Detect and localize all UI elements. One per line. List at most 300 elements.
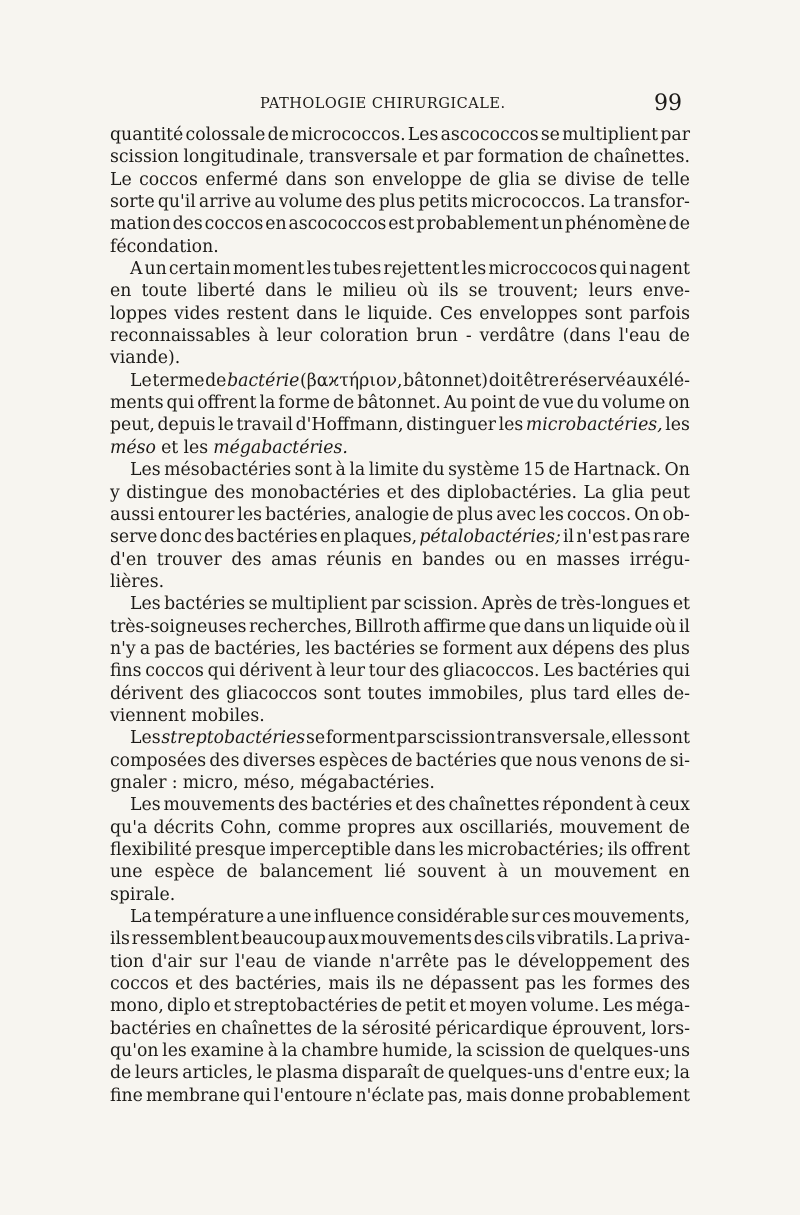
word: quelques-uns [573, 1041, 690, 1062]
word: probablement [567, 1085, 690, 1106]
word: Le [130, 370, 152, 391]
text-line [110, 437, 690, 459]
word: microccocos [488, 259, 598, 280]
word: aux [327, 929, 359, 950]
word: distinguer [406, 415, 496, 436]
word: bactéries, [235, 974, 322, 995]
word: bactéries [334, 638, 416, 659]
word: On [664, 460, 690, 481]
word: répondent [542, 795, 633, 816]
word: être [523, 370, 560, 391]
word: scission. [403, 594, 479, 615]
word: ils [607, 840, 628, 860]
word: et [386, 482, 404, 503]
text-line [110, 928, 690, 950]
word: petits [418, 192, 468, 213]
word: de [645, 750, 667, 771]
word: élé- [658, 370, 690, 391]
word: une [279, 907, 312, 928]
text-line [110, 191, 690, 213]
text-line [110, 772, 690, 794]
word: tubes [333, 259, 382, 280]
text-line [110, 638, 690, 660]
word: plus [378, 192, 416, 213]
word: des [659, 974, 690, 995]
word: : [171, 772, 178, 793]
word: elles [611, 728, 652, 749]
word: (dans [562, 326, 611, 347]
word: et [421, 147, 440, 168]
word: les [665, 415, 690, 436]
word: Au [443, 393, 468, 414]
word: Les [130, 795, 161, 816]
word: A [130, 259, 143, 280]
word: brun [416, 326, 458, 347]
word: les [498, 415, 524, 436]
word: des [618, 638, 650, 659]
page-header [110, 91, 690, 120]
word: bactéries [311, 795, 393, 816]
text-line [110, 280, 690, 302]
word: qui [207, 661, 236, 682]
word: n'éclate [355, 1085, 425, 1106]
word: de [668, 214, 690, 235]
word: à [315, 661, 327, 682]
word: gliacoccos. [442, 661, 540, 682]
text-line [110, 124, 690, 146]
word: de [423, 1063, 445, 1084]
word: sur [511, 907, 540, 928]
word: la [259, 393, 276, 414]
word: coccos [110, 974, 169, 995]
word: Hartnack. [573, 460, 661, 481]
word: mation [110, 214, 171, 235]
word: presque [195, 840, 266, 860]
word: température [154, 907, 265, 928]
word: espèce [154, 862, 215, 883]
word: le [256, 1063, 273, 1084]
text-line [110, 213, 690, 235]
word: tion [110, 951, 145, 972]
text-line [110, 750, 690, 772]
word: priva- [639, 929, 690, 950]
word: forme [278, 393, 330, 414]
word: un [540, 214, 563, 235]
word: gnaler [110, 772, 167, 793]
word: verdâtre [479, 326, 555, 347]
word: on [668, 393, 690, 414]
word: se [468, 281, 488, 302]
word: en [391, 549, 413, 570]
text-line [110, 146, 690, 168]
word: bactéries [577, 661, 659, 682]
word: bactéries [164, 594, 246, 615]
word: vibratils. [536, 929, 615, 950]
word: développement [517, 951, 653, 972]
word: sorte [110, 192, 155, 213]
word: il [678, 616, 690, 637]
word: coccos [145, 661, 204, 682]
word: probablement [416, 214, 539, 235]
word: de [548, 460, 570, 481]
word: par [396, 728, 427, 749]
word: de [567, 147, 590, 168]
word: peut [650, 482, 690, 503]
word: imperceptible [269, 840, 392, 860]
word: bactérie [227, 370, 300, 391]
word: formation [477, 147, 564, 168]
word: telle [651, 169, 690, 190]
word: de [536, 594, 558, 615]
word: multiplient [562, 125, 659, 145]
word: de [332, 393, 355, 414]
word: coccos. [566, 504, 632, 525]
word: On [634, 504, 660, 525]
word: la [456, 1041, 473, 1062]
word: dans [296, 303, 338, 324]
word: dépassent [430, 974, 519, 995]
word: la [349, 460, 366, 481]
text-line [110, 482, 690, 504]
word: en [195, 1018, 217, 1039]
word: plaques, [343, 527, 418, 548]
word: depuis [157, 415, 216, 436]
word: a [139, 638, 151, 659]
word: décrits [153, 817, 215, 838]
word: beaucoup [241, 929, 327, 950]
word: vue [542, 393, 574, 414]
word: des [410, 482, 441, 503]
word: au [254, 192, 276, 213]
word: sont [652, 728, 690, 749]
word: de [110, 1063, 132, 1084]
word: lières. [110, 571, 165, 592]
word: en [265, 214, 287, 235]
word: nagent [629, 259, 690, 280]
word: sérosité [361, 1018, 432, 1039]
word: n'arrête [379, 951, 450, 972]
word: entourer [157, 504, 235, 525]
text-line [110, 861, 690, 883]
word: pas [456, 951, 487, 972]
word: que [500, 750, 533, 771]
word: comme [278, 817, 342, 838]
word: les [306, 259, 332, 280]
word: Les [130, 460, 161, 481]
word: n'y [110, 638, 136, 659]
text-line [110, 817, 690, 839]
text-line [110, 236, 690, 258]
word: bactéries [110, 1018, 192, 1039]
word: limite [368, 460, 419, 481]
word: du [422, 460, 445, 481]
word: Ces [439, 303, 473, 324]
word: avec [496, 504, 537, 525]
word: coccos [204, 214, 264, 235]
word: mobiles. [191, 705, 265, 726]
text-line [110, 995, 690, 1017]
word: moyen [469, 996, 528, 1017]
word: recherches, [248, 616, 353, 637]
word: les [461, 259, 487, 280]
word: de [380, 996, 403, 1017]
word: mais [328, 974, 370, 995]
word: en [525, 549, 547, 570]
word: dérivent [239, 661, 313, 682]
word: des [209, 750, 240, 771]
word: mouvements, [572, 907, 690, 928]
word: l'eau [618, 326, 661, 347]
word: monobactéries [250, 482, 381, 503]
word: cils [505, 929, 536, 950]
word: d'Hoffmann, [295, 415, 404, 436]
word: de [391, 750, 413, 771]
word: liberté [197, 281, 256, 302]
word: réunis [326, 549, 382, 570]
word: - [465, 326, 472, 347]
text-line [110, 325, 690, 347]
word: coccos [139, 169, 198, 190]
word: restent [226, 303, 290, 324]
word: quantité [110, 125, 184, 145]
word: trouver [156, 549, 222, 570]
word: La [615, 929, 638, 950]
word: le [344, 303, 361, 324]
word: dérivent [110, 683, 184, 704]
word: enveloppes [479, 303, 578, 324]
word: qui [243, 1085, 271, 1106]
word: dépens [552, 638, 615, 659]
word: mégabactéries. [213, 437, 348, 458]
word: où [654, 616, 677, 637]
word: à [335, 460, 346, 481]
word: gliacoccos [226, 683, 318, 704]
word: la [674, 1063, 690, 1084]
text-line [110, 526, 690, 548]
word: (βαϰτήριον, [300, 370, 403, 391]
word: volume [601, 393, 666, 414]
word: souvent [417, 862, 486, 883]
word: aux [516, 638, 548, 659]
word: des [409, 661, 440, 682]
word: ascococcos [288, 214, 387, 235]
text-line [110, 951, 690, 973]
word: sont [323, 683, 361, 704]
word: d'entre [567, 1063, 631, 1084]
word: des [659, 951, 690, 972]
word: fins [110, 661, 142, 682]
word: Après [481, 594, 533, 615]
word: très-soigneuses [110, 616, 247, 637]
text-line [110, 169, 690, 191]
word: d'en [110, 549, 148, 570]
word: tour [368, 661, 406, 682]
word: Les [407, 125, 439, 145]
word: influence [313, 907, 395, 928]
word: liquide. [367, 303, 433, 324]
word: terme [152, 370, 205, 391]
text-line [110, 1085, 690, 1107]
word: balancement [259, 862, 373, 883]
word: multiplient [271, 594, 368, 615]
word: immobiles, [428, 683, 524, 704]
text-line [110, 347, 690, 369]
word: scission [476, 1041, 546, 1062]
word: Les [130, 594, 161, 615]
word: pas [620, 527, 651, 548]
word: un [567, 616, 590, 637]
word: très-longues [560, 594, 670, 615]
word: de [469, 169, 491, 190]
word: reconnaissables [110, 326, 251, 347]
text-line [110, 549, 690, 571]
word: espèces [318, 750, 388, 771]
word: et [213, 996, 231, 1017]
word: de [316, 1018, 338, 1039]
word: elles [616, 683, 657, 704]
word: Les [130, 728, 161, 749]
word: serve [110, 527, 158, 548]
word: qu'il [157, 192, 196, 213]
word: offrent [197, 393, 257, 414]
text-line [110, 1040, 690, 1062]
word: et [161, 437, 179, 458]
word: de [518, 393, 540, 414]
word: ces [541, 907, 571, 928]
word: mouvement [559, 817, 663, 838]
word: de [432, 504, 454, 525]
text-line [110, 258, 690, 280]
word: à [497, 862, 509, 883]
word: par [443, 147, 474, 168]
word: bactéries [415, 750, 497, 771]
word: des [473, 929, 504, 950]
word: plus [456, 504, 494, 525]
word: 15 [522, 460, 545, 481]
word: mouvements [360, 929, 473, 950]
word: péricardique [435, 1018, 548, 1039]
word: mégabactéries. [300, 772, 435, 793]
word: ne [402, 974, 424, 995]
word: méso [110, 437, 156, 458]
text-line [110, 616, 690, 638]
word: est [388, 214, 415, 235]
word: un [519, 862, 543, 883]
word: glia [497, 169, 531, 190]
word: flexibilité [110, 840, 192, 860]
word: amas [271, 549, 317, 570]
word: ils [438, 281, 459, 302]
word: bactéries, [265, 504, 352, 525]
word: a [266, 907, 277, 928]
word: méso, [243, 772, 296, 793]
word: bâtonnet. [357, 393, 441, 414]
word: tard [573, 683, 610, 704]
word: distingue [126, 482, 208, 503]
word: eux; [633, 1063, 671, 1084]
word: chaînettes [221, 1018, 312, 1039]
word: rare [652, 527, 690, 548]
word: chaînettes [448, 795, 540, 816]
word: doit [488, 370, 523, 391]
word: viande [313, 951, 372, 972]
word: si- [669, 750, 690, 771]
word: leur [329, 661, 365, 682]
word: glia [611, 482, 645, 503]
word: enveloppe [372, 169, 462, 190]
word: sur [199, 951, 228, 972]
word: il [563, 527, 575, 548]
word: l'entoure [273, 1085, 353, 1106]
word: scission [426, 728, 496, 749]
word: y [110, 482, 120, 503]
word: lors- [651, 1018, 690, 1039]
word: la [281, 1041, 298, 1062]
word: à [635, 795, 647, 816]
word: des [172, 214, 203, 235]
word: plus [653, 638, 690, 659]
word: enve- [642, 281, 690, 302]
word: ments [110, 393, 164, 414]
word: rejettent [383, 259, 460, 280]
word: bâtonnet) [403, 370, 489, 391]
word: examine [190, 1041, 265, 1062]
word: venons [580, 750, 642, 771]
word: les [561, 974, 587, 995]
word: de [188, 638, 211, 659]
word: liquide [592, 616, 653, 637]
word: longitudinale, [183, 147, 305, 168]
word: chambre [301, 1041, 379, 1062]
word: de- [662, 683, 690, 704]
word: se [305, 728, 326, 749]
word: composées [110, 750, 207, 771]
word: l'eau [234, 951, 277, 972]
word: diplobactéries. [446, 482, 578, 503]
word: qui [662, 661, 690, 682]
word: Les [543, 661, 574, 682]
word: viande). [110, 348, 181, 369]
word: vides [174, 303, 220, 324]
word: de [548, 1041, 571, 1062]
word: spirale. [110, 884, 176, 905]
word: articles, [182, 1063, 254, 1084]
word: loppes [110, 303, 168, 324]
word: éprouvent, [552, 1018, 647, 1039]
word: ils [375, 974, 396, 995]
word: microbactéries; [466, 840, 605, 860]
word: se [540, 125, 560, 145]
text-line [110, 414, 690, 436]
text-line [110, 392, 690, 414]
word: des [214, 482, 245, 503]
word: coloration [319, 326, 409, 347]
word: réservé [559, 370, 626, 391]
word: forment [442, 638, 513, 659]
word: à [258, 326, 269, 347]
word: offrent [630, 840, 690, 860]
word: formes [592, 974, 654, 995]
word: ascococcos [440, 125, 539, 145]
word: se [419, 638, 439, 659]
word: mouvements [163, 795, 276, 816]
word: leurs [134, 1063, 179, 1084]
word: bactéries [236, 527, 318, 548]
word: se [248, 594, 268, 615]
word: système [448, 460, 520, 481]
word: les [162, 1041, 187, 1062]
text-line [110, 705, 690, 727]
